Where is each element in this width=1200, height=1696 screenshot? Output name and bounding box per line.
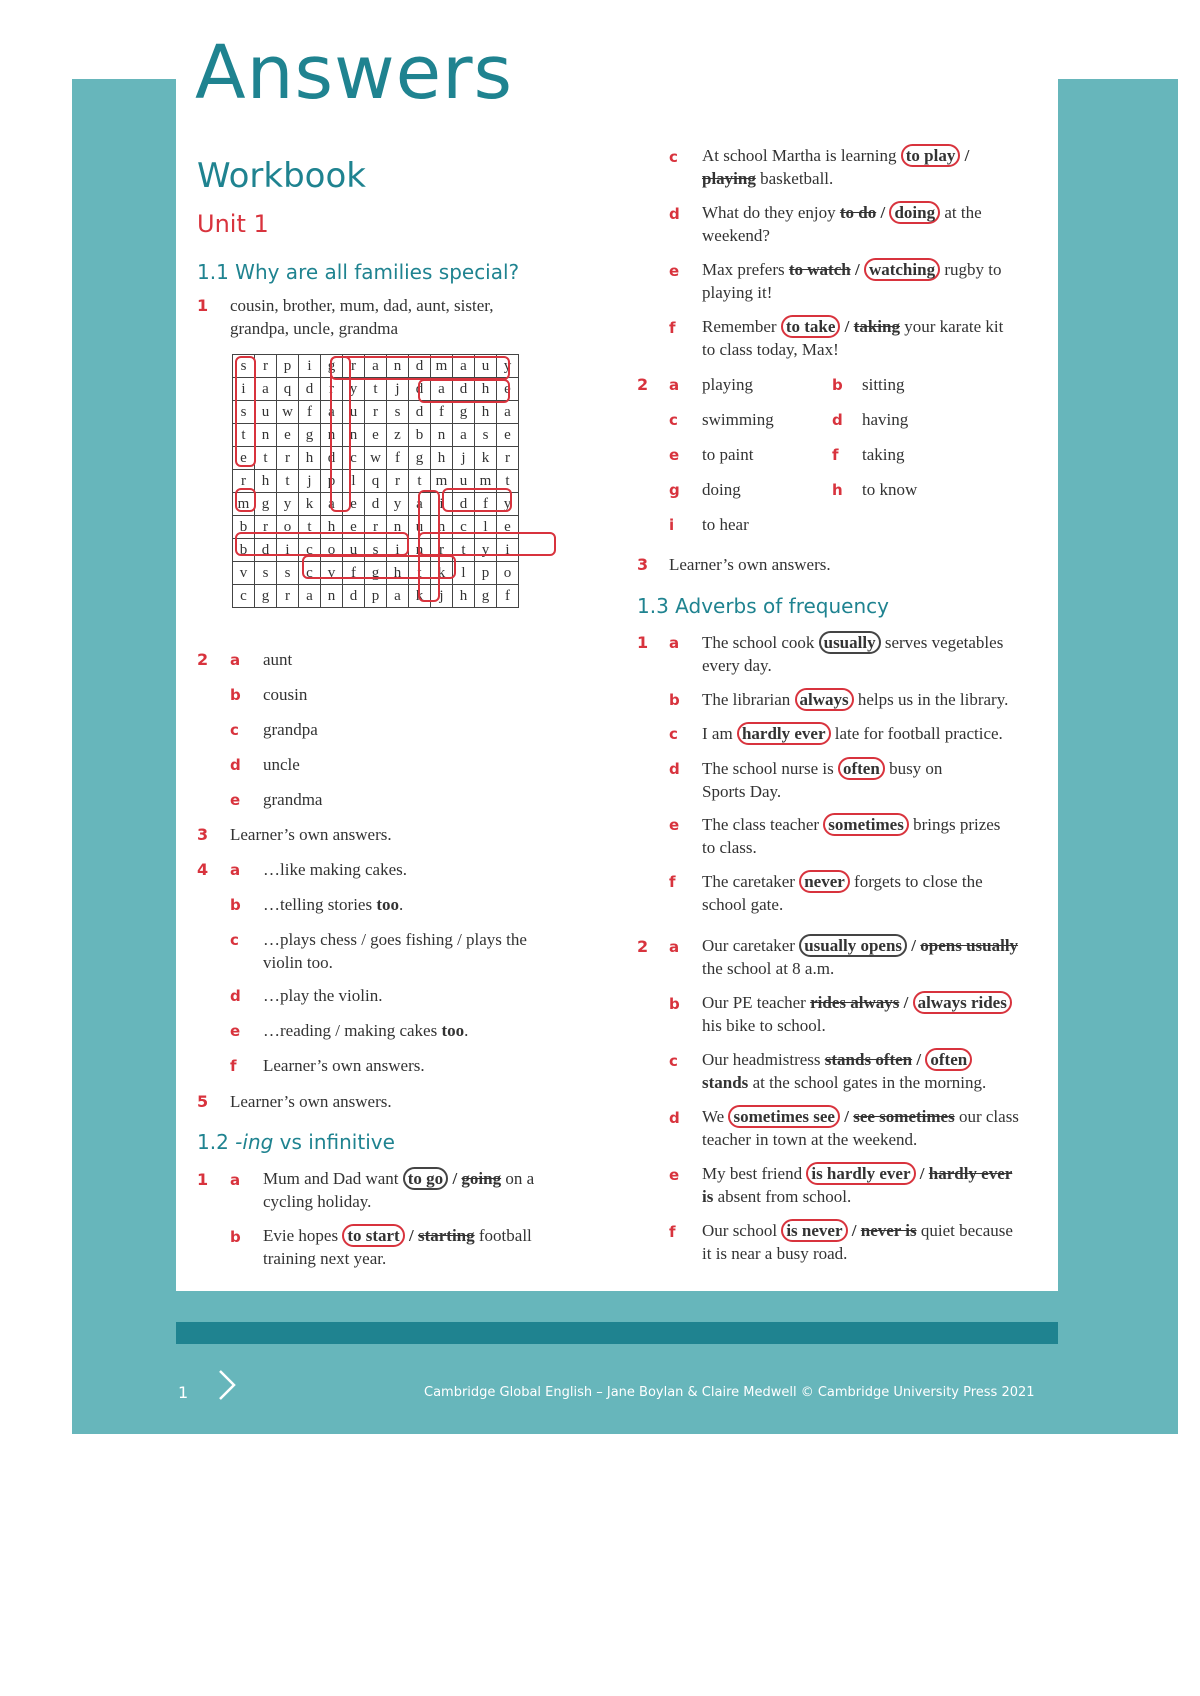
grid-cell: w bbox=[277, 401, 299, 424]
grid-cell: a bbox=[409, 493, 431, 516]
item-letter: b bbox=[230, 896, 241, 914]
grid-cell: s bbox=[475, 424, 497, 447]
grid-cell: g bbox=[409, 447, 431, 470]
answer-text: Our caretaker usually opens / opens usually bbox=[702, 936, 1019, 955]
answer-text: it is near a busy road. bbox=[702, 1244, 848, 1263]
grid-cell: e bbox=[343, 493, 365, 516]
unit-heading: Unit 1 bbox=[197, 210, 269, 238]
grid-cell: i bbox=[277, 539, 299, 562]
grid-cell: r bbox=[343, 355, 365, 378]
word-highlight bbox=[235, 532, 409, 556]
grid-cell: v bbox=[233, 562, 255, 585]
answer-text: having bbox=[862, 410, 909, 429]
answer-text: sitting bbox=[862, 375, 905, 394]
grid-cell: r bbox=[277, 447, 299, 470]
grid-cell: d bbox=[409, 355, 431, 378]
item-letter: f bbox=[230, 1057, 237, 1075]
grid-cell: a bbox=[365, 355, 387, 378]
item-letter: d bbox=[832, 411, 843, 429]
answer-text: aunt bbox=[263, 650, 293, 669]
grid-cell: p bbox=[321, 470, 343, 493]
answer-text: swimming bbox=[702, 410, 774, 429]
answer-text: violin too. bbox=[263, 953, 333, 972]
answer-text: …play the violin. bbox=[263, 986, 383, 1005]
answer-text: Max prefers to watch / watching rugby to bbox=[702, 260, 1002, 279]
grid-cell: a bbox=[431, 378, 453, 401]
item-letter: d bbox=[669, 205, 680, 223]
answer-text: …plays chess / goes fishing / plays the bbox=[263, 930, 527, 949]
grid-cell: h bbox=[475, 378, 497, 401]
grid-cell: f bbox=[299, 401, 321, 424]
word-highlight bbox=[235, 356, 256, 467]
page-number: 1 bbox=[178, 1383, 189, 1402]
footer-band bbox=[176, 1322, 1058, 1344]
question-number: 5 bbox=[197, 1092, 209, 1111]
grid-cell: l bbox=[343, 470, 365, 493]
answer-text: The caretaker never forgets to close the bbox=[702, 872, 983, 891]
answer-text: The school cook usually serves vegetables bbox=[702, 633, 1004, 652]
answer-text: cycling holiday. bbox=[263, 1192, 372, 1211]
answer-text: teacher in town at the weekend. bbox=[702, 1130, 918, 1149]
grid-cell: t bbox=[453, 539, 475, 562]
grid-cell: s bbox=[255, 562, 277, 585]
grid-cell: c bbox=[299, 562, 321, 585]
grid-cell: e bbox=[343, 516, 365, 539]
grid-cell: n bbox=[387, 355, 409, 378]
answer-text: the school at 8 a.m. bbox=[702, 959, 835, 978]
question-number: 1 bbox=[637, 633, 649, 652]
answer-text: …like making cakes. bbox=[263, 860, 407, 879]
grid-cell: e bbox=[497, 378, 519, 401]
answer-text: The school nurse is often busy on bbox=[702, 759, 943, 778]
answer-text: Remember to take / taking your karate kit bbox=[702, 317, 1004, 336]
item-letter: e bbox=[230, 1022, 241, 1040]
answer-text: to class. bbox=[702, 838, 757, 857]
grid-cell: d bbox=[321, 447, 343, 470]
item-letter: c bbox=[230, 931, 239, 949]
answer-text: his bike to school. bbox=[702, 1016, 826, 1035]
answer-text: playing basketball. bbox=[702, 169, 834, 188]
grid-cell: j bbox=[431, 585, 453, 608]
answer-text: Our headmistress stands often / often bbox=[702, 1048, 972, 1071]
grid-cell: o bbox=[321, 539, 343, 562]
grid-cell: s bbox=[233, 401, 255, 424]
grid-row bbox=[233, 585, 519, 608]
grid-cell: r bbox=[387, 470, 409, 493]
item-letter: b bbox=[230, 686, 241, 704]
grid-cell: t bbox=[497, 470, 519, 493]
grid-cell: y bbox=[277, 493, 299, 516]
section-1-1-title: 1.1 Why are all families special? bbox=[197, 260, 520, 284]
answer-text: to hear bbox=[702, 515, 749, 534]
answer-text: Our school is never / never is quiet because bbox=[702, 1221, 1013, 1240]
answer-text: Learner’s own answers. bbox=[263, 1056, 425, 1075]
answer-text: Learner’s own answers. bbox=[669, 555, 831, 574]
grid-cell: j bbox=[387, 378, 409, 401]
grid-cell: n bbox=[321, 424, 343, 447]
chevron-right-icon[interactable] bbox=[210, 1367, 246, 1403]
grid-cell: h bbox=[475, 401, 497, 424]
answer-text: Evie hopes to start / starting football bbox=[263, 1226, 532, 1245]
answer-text: taking bbox=[862, 445, 905, 464]
item-letter: i bbox=[669, 516, 675, 534]
item-letter: f bbox=[669, 1223, 676, 1241]
grid-cell: a bbox=[299, 585, 321, 608]
item-letter: f bbox=[669, 873, 676, 891]
grid-cell: s bbox=[387, 401, 409, 424]
grid-row bbox=[233, 401, 519, 424]
answer-text: school gate. bbox=[702, 895, 784, 914]
grid-cell: q bbox=[277, 378, 299, 401]
grid-cell: b bbox=[233, 539, 255, 562]
grid-cell: d bbox=[409, 378, 431, 401]
answer-text: every day. bbox=[702, 656, 772, 675]
answer-text: …reading / making cakes too. bbox=[263, 1021, 469, 1040]
answer-text: uncle bbox=[263, 755, 300, 774]
grid-cell: m bbox=[431, 470, 453, 493]
grid-cell: p bbox=[475, 562, 497, 585]
grid-cell: s bbox=[277, 562, 299, 585]
item-letter: d bbox=[230, 756, 241, 774]
question-number: 3 bbox=[637, 555, 649, 574]
item-letter: e bbox=[230, 791, 241, 809]
item-letter: e bbox=[669, 446, 680, 464]
answer-text: Learner’s own answers. bbox=[230, 825, 392, 844]
answer-text: Learner’s own answers. bbox=[230, 1092, 392, 1111]
answer-text: playing it! bbox=[702, 283, 773, 302]
item-letter: e bbox=[669, 262, 680, 280]
item-letter: c bbox=[230, 721, 239, 739]
grid-cell: f bbox=[431, 401, 453, 424]
grid-cell: t bbox=[233, 424, 255, 447]
question-number: 2 bbox=[637, 375, 649, 394]
word-highlight bbox=[418, 532, 556, 556]
grid-cell: h bbox=[255, 470, 277, 493]
grid-cell: i bbox=[233, 378, 255, 401]
question-number: 1 bbox=[197, 1170, 209, 1189]
answer-text: grandpa, uncle, grandma bbox=[230, 319, 399, 338]
grid-cell: o bbox=[277, 516, 299, 539]
grid-cell: t bbox=[409, 562, 431, 585]
grid-cell: r bbox=[365, 516, 387, 539]
item-letter: e bbox=[669, 816, 680, 834]
grid-cell: p bbox=[277, 355, 299, 378]
grid-cell: u bbox=[453, 470, 475, 493]
grid-row bbox=[233, 447, 519, 470]
grid-cell: g bbox=[255, 585, 277, 608]
item-letter: b bbox=[230, 1228, 241, 1246]
grid-cell: k bbox=[409, 585, 431, 608]
item-letter: a bbox=[230, 651, 241, 669]
item-letter: h bbox=[832, 481, 843, 499]
grid-cell: g bbox=[365, 562, 387, 585]
grid-cell: u bbox=[343, 401, 365, 424]
answer-text: cousin, brother, mum, dad, aunt, sister, bbox=[230, 296, 494, 315]
grid-cell: t bbox=[409, 470, 431, 493]
grid-cell: s bbox=[365, 539, 387, 562]
grid-cell: t bbox=[365, 378, 387, 401]
grid-cell: j bbox=[299, 470, 321, 493]
answer-text: weekend? bbox=[702, 226, 770, 245]
grid-cell: l bbox=[453, 562, 475, 585]
item-letter: c bbox=[669, 725, 678, 743]
grid-cell: y bbox=[387, 493, 409, 516]
grid-cell: c bbox=[299, 539, 321, 562]
grid-cell: a bbox=[453, 424, 475, 447]
grid-cell: i bbox=[497, 539, 519, 562]
grid-cell: b bbox=[233, 516, 255, 539]
grid-cell: z bbox=[387, 424, 409, 447]
answer-text: The class teacher sometimes brings prizes bbox=[702, 815, 1001, 834]
section-1-2-title: 1.2 -ing vs infinitive bbox=[197, 1130, 395, 1154]
answer-text: training next year. bbox=[263, 1249, 387, 1268]
grid-cell: d bbox=[299, 378, 321, 401]
item-letter: d bbox=[669, 1109, 680, 1127]
item-letter: c bbox=[669, 148, 678, 166]
grid-cell: s bbox=[233, 355, 255, 378]
grid-cell: a bbox=[453, 355, 475, 378]
grid-cell: d bbox=[255, 539, 277, 562]
answer-text: At school Martha is learning to play / bbox=[702, 146, 970, 165]
item-letter: a bbox=[669, 938, 680, 956]
grid-cell: e bbox=[365, 424, 387, 447]
answers-title: Answers bbox=[195, 30, 514, 116]
item-letter: c bbox=[669, 1052, 678, 1070]
answer-text: stands at the school gates in the morning. bbox=[702, 1073, 987, 1092]
section-1-3-title: 1.3 Adverbs of frequency bbox=[637, 594, 889, 618]
grid-cell: h bbox=[387, 562, 409, 585]
answer-text: Mum and Dad want to go / going on a bbox=[263, 1169, 535, 1188]
grid-row bbox=[233, 424, 519, 447]
answer-text: is absent from school. bbox=[702, 1187, 852, 1206]
answer-text: Our PE teacher rides always / always rides bbox=[702, 991, 1012, 1014]
footer-credit: Cambridge Global English – Jane Boylan & Claire Medwell © Cambridge University Press 2021 bbox=[424, 1385, 1035, 1400]
grid-cell: a bbox=[255, 378, 277, 401]
answer-text: The librarian always helps us in the library. bbox=[702, 690, 1009, 709]
grid-cell: d bbox=[453, 493, 475, 516]
grid-cell: r bbox=[277, 585, 299, 608]
grid-cell: u bbox=[475, 355, 497, 378]
grid-cell: m bbox=[233, 493, 255, 516]
grid-cell: c bbox=[343, 447, 365, 470]
grid-cell: h bbox=[453, 585, 475, 608]
grid-cell: u bbox=[255, 401, 277, 424]
grid-cell: y bbox=[475, 539, 497, 562]
grid-cell: r bbox=[321, 378, 343, 401]
answer-text: doing bbox=[702, 480, 741, 499]
answer-text: to know bbox=[862, 480, 918, 499]
grid-cell: c bbox=[233, 585, 255, 608]
grid-cell: u bbox=[343, 539, 365, 562]
answer-text: to class today, Max! bbox=[702, 340, 839, 359]
grid-cell: g bbox=[255, 493, 277, 516]
answer-text: What do they enjoy to do / doing at the bbox=[702, 203, 982, 222]
answer-text: My best friend is hardly ever / hardly ever bbox=[702, 1164, 1013, 1183]
grid-cell: n bbox=[387, 516, 409, 539]
grid-cell: d bbox=[409, 401, 431, 424]
grid-cell: m bbox=[431, 355, 453, 378]
grid-cell: k bbox=[431, 562, 453, 585]
word-highlight bbox=[302, 555, 456, 579]
grid-cell: b bbox=[409, 424, 431, 447]
grid-cell: a bbox=[497, 401, 519, 424]
grid-cell: g bbox=[321, 355, 343, 378]
answer-text: grandpa bbox=[263, 720, 318, 739]
word-highlight bbox=[235, 488, 256, 512]
grid-cell: w bbox=[365, 447, 387, 470]
item-letter: e bbox=[669, 1166, 680, 1184]
grid-cell: o bbox=[497, 562, 519, 585]
grid-cell: h bbox=[321, 516, 343, 539]
grid-cell: c bbox=[453, 516, 475, 539]
answer-text: to paint bbox=[702, 445, 754, 464]
grid-cell: d bbox=[453, 378, 475, 401]
grid-cell: e bbox=[497, 516, 519, 539]
question-number: 2 bbox=[637, 937, 649, 956]
grid-cell: r bbox=[431, 539, 453, 562]
answer-text: We sometimes see / see sometimes our class bbox=[702, 1107, 1019, 1126]
grid-cell: f bbox=[497, 585, 519, 608]
grid-cell: p bbox=[365, 585, 387, 608]
item-letter: b bbox=[669, 995, 680, 1013]
grid-cell: k bbox=[475, 447, 497, 470]
grid-cell: h bbox=[299, 447, 321, 470]
grid-cell: i bbox=[431, 493, 453, 516]
grid-cell: i bbox=[299, 355, 321, 378]
grid-cell: t bbox=[299, 516, 321, 539]
grid-cell: r bbox=[365, 401, 387, 424]
question-number: 2 bbox=[197, 650, 209, 669]
grid-cell: v bbox=[321, 562, 343, 585]
item-letter: a bbox=[230, 1171, 241, 1189]
item-letter: f bbox=[669, 319, 676, 337]
grid-cell: n bbox=[431, 424, 453, 447]
grid-cell: i bbox=[387, 539, 409, 562]
grid-cell: n bbox=[431, 516, 453, 539]
grid-cell: r bbox=[255, 516, 277, 539]
word-highlight bbox=[330, 356, 351, 512]
grid-cell: n bbox=[409, 539, 431, 562]
item-letter: b bbox=[669, 691, 680, 709]
item-letter: d bbox=[669, 760, 680, 778]
grid-cell: t bbox=[277, 470, 299, 493]
question-number: 3 bbox=[197, 825, 209, 844]
grid-cell: n bbox=[321, 585, 343, 608]
grid-cell: h bbox=[431, 447, 453, 470]
word-highlight bbox=[442, 488, 512, 512]
title-clip bbox=[176, 30, 1058, 129]
grid-cell: a bbox=[387, 585, 409, 608]
grid-cell: j bbox=[453, 447, 475, 470]
workbook-heading: Workbook bbox=[197, 156, 366, 196]
grid-cell: n bbox=[343, 424, 365, 447]
grid-cell: f bbox=[343, 562, 365, 585]
grid-cell: a bbox=[321, 401, 343, 424]
grid-cell: d bbox=[343, 585, 365, 608]
grid-cell: e bbox=[277, 424, 299, 447]
answer-text: Sports Day. bbox=[702, 782, 782, 801]
item-letter: b bbox=[832, 376, 843, 394]
grid-cell: y bbox=[343, 378, 365, 401]
grid-cell: l bbox=[475, 516, 497, 539]
grid-cell: y bbox=[497, 355, 519, 378]
grid-cell: e bbox=[497, 424, 519, 447]
grid-cell: a bbox=[321, 493, 343, 516]
grid-cell: r bbox=[233, 470, 255, 493]
answer-text: cousin bbox=[263, 685, 308, 704]
item-letter: a bbox=[669, 376, 680, 394]
item-letter: d bbox=[230, 987, 241, 1005]
answer-text: …telling stories too. bbox=[263, 895, 404, 914]
grid-cell: g bbox=[299, 424, 321, 447]
answer-text: grandma bbox=[263, 790, 323, 809]
grid-cell: t bbox=[255, 447, 277, 470]
item-letter: a bbox=[669, 634, 680, 652]
grid-cell: u bbox=[409, 516, 431, 539]
answer-text: I am hardly ever late for football practice. bbox=[702, 724, 1003, 743]
grid-cell: e bbox=[233, 447, 255, 470]
grid-cell: g bbox=[453, 401, 475, 424]
question-number: 4 bbox=[197, 860, 209, 879]
word-highlight bbox=[330, 356, 510, 380]
grid-cell: r bbox=[497, 447, 519, 470]
word-highlight bbox=[418, 379, 510, 403]
grid-cell: n bbox=[255, 424, 277, 447]
grid-cell: q bbox=[365, 470, 387, 493]
item-letter: a bbox=[230, 861, 241, 879]
item-letter: c bbox=[669, 411, 678, 429]
answer-text: playing bbox=[702, 375, 753, 394]
grid-cell: g bbox=[475, 585, 497, 608]
item-letter: f bbox=[832, 446, 839, 464]
grid-cell: r bbox=[255, 355, 277, 378]
grid-cell: f bbox=[475, 493, 497, 516]
item-letter: g bbox=[669, 481, 680, 499]
grid-cell: y bbox=[497, 493, 519, 516]
grid-cell: m bbox=[475, 470, 497, 493]
grid-cell: d bbox=[365, 493, 387, 516]
question-number: 1 bbox=[197, 296, 209, 315]
grid-cell: k bbox=[299, 493, 321, 516]
grid-cell: f bbox=[387, 447, 409, 470]
